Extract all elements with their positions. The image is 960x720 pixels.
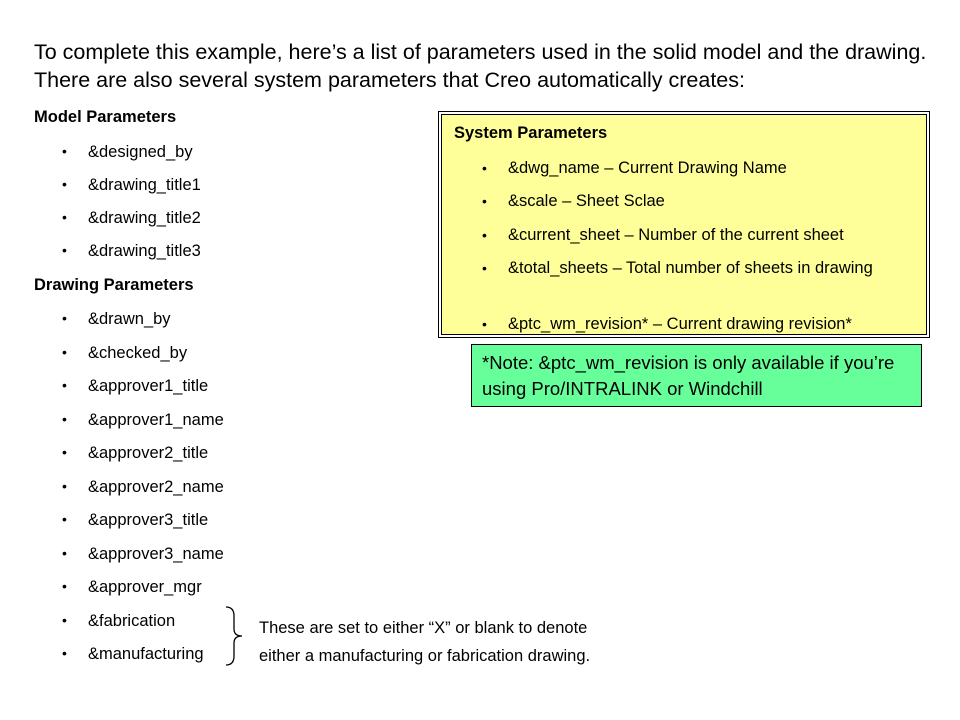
bullet-icon: •	[482, 160, 487, 176]
bullet-icon: •	[62, 176, 67, 192]
bullet-icon: •	[62, 645, 67, 661]
bullet-icon: •	[62, 478, 67, 494]
bullet-icon: •	[62, 377, 67, 393]
bullet-icon: •	[62, 344, 67, 360]
bullet-icon: •	[482, 316, 487, 332]
list-item: • &total_sheets – Total number of sheets in drawing	[482, 259, 873, 277]
list-item: • &ptc_wm_revision* – Current drawing revision*	[482, 315, 852, 333]
brace-annotation	[259, 614, 590, 670]
bullet-icon: •	[62, 242, 67, 258]
brace-annotation-line: These are set to either “X” or blank to denote	[259, 619, 588, 637]
bullet-icon: •	[482, 260, 487, 276]
list-item: • &current_sheet – Number of the current sheet	[482, 226, 844, 244]
bullet-icon: •	[62, 310, 67, 326]
brace-annotation-line: either a manufacturing or fabrication drawing.	[259, 647, 591, 665]
bullet-icon: •	[62, 411, 67, 427]
system-parameters-heading: System Parameters	[454, 124, 608, 142]
bullet-icon: •	[482, 193, 487, 209]
system-parameters-box	[438, 111, 930, 338]
bullet-icon: •	[62, 209, 67, 225]
bullet-icon: •	[62, 511, 67, 527]
bullet-icon: •	[62, 612, 67, 628]
model-parameters-heading: Model Parameters	[34, 108, 177, 126]
curly-brace-icon	[222, 606, 252, 666]
bullet-icon: •	[62, 444, 67, 460]
intro-text: To complete this example, here’s a list of parameters used in the solid model and the drawing. There are also several system parameters that Creo automatically creates:	[34, 40, 927, 92]
bullet-icon: •	[62, 143, 67, 159]
bullet-icon: •	[62, 545, 67, 561]
system-parameters-panel	[441, 114, 927, 335]
note-box: *Note: &ptc_wm_revision is only available if you’re using Pro/INTRALINK or Windchill	[471, 344, 922, 407]
bullet-icon: •	[62, 578, 67, 594]
list-item: • &dwg_name – Current Drawing Name	[482, 159, 787, 177]
list-item: • &scale – Sheet Sclae	[482, 192, 665, 210]
bullet-icon: •	[482, 227, 487, 243]
drawing-parameters-heading: Drawing Parameters	[34, 276, 194, 294]
